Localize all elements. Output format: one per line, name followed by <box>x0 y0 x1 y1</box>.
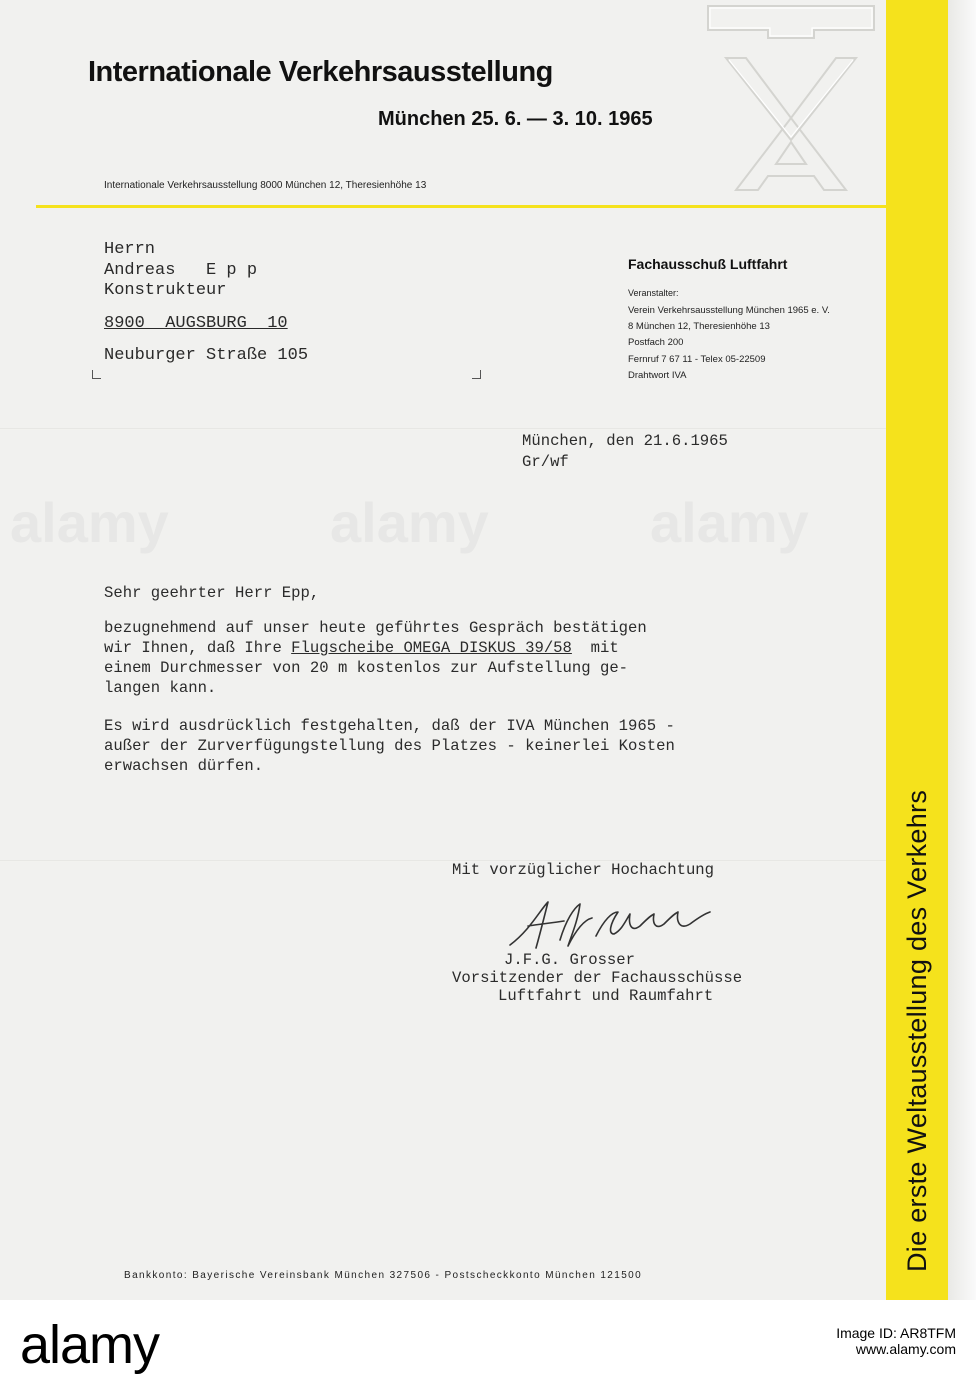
exhibition-dates: München 25. 6. — 3. 10. 1965 <box>378 108 653 130</box>
alamy-logo: alamy <box>20 1315 160 1375</box>
paragraph-line <box>104 639 619 657</box>
watermark: alamy <box>10 491 169 554</box>
handwritten-signature <box>500 890 720 960</box>
stock-website: www.alamy.com <box>855 1341 956 1357</box>
paragraph-line: erwachsen dürfen. <box>104 757 264 775</box>
organizer-line: Drahtwort IVA <box>628 370 687 381</box>
window-corner-mark <box>472 370 481 379</box>
organizer-line: Verein Verkehrsausstellung München 1965 e. V. <box>628 305 830 316</box>
product-name: Flugscheibe OMEGA DISKUS 39/58 <box>291 639 572 657</box>
letter-salutation: Sehr geehrter Herr Epp, <box>104 584 320 602</box>
organizer-label: Veranstalter: <box>628 288 679 298</box>
organization-title: Internationale Verkehrsausstellung <box>88 56 553 88</box>
watermark: alamy <box>650 491 809 554</box>
letter-closing: Mit vorzüglicher Hochachtung <box>452 861 715 879</box>
paper-edge <box>948 0 976 1300</box>
recipient-name: Andreas E p p <box>104 261 258 280</box>
letter-date: München, den 21.6.1965 <box>522 432 728 450</box>
recipient-profession: Konstrukteur <box>104 281 227 300</box>
signer-title: Luftfahrt und Raumfahrt <box>498 987 714 1005</box>
organizer-line: Postfach 200 <box>628 337 684 348</box>
paragraph-line: Es wird ausdrücklich festgehalten, daß der IVA München 1965 - <box>104 717 675 735</box>
bank-details-footer: Bankkonto: Bayerische Vereinsbank München 327506 - Postscheckkonto München 121500 <box>124 1270 643 1281</box>
window-corner-mark <box>92 370 101 379</box>
recipient-city: 8900 AUGSBURG 10 <box>104 314 288 333</box>
letter-reference: Gr/wf <box>522 453 569 471</box>
paragraph-line: außer der Zurverfügungstellung des Platzes - keinerlei Kosten <box>104 737 675 755</box>
vertical-slogan: Die erste Weltausstellung des Verkehrs <box>901 789 932 1272</box>
paragraph-line-prefix: wir Ihnen, daß Ihre <box>104 639 292 657</box>
signer-title: Vorsitzender der Fachausschüsse <box>452 969 743 987</box>
paper-fold <box>0 428 976 430</box>
paragraph-line: bezugnehmend auf unser heute geführtes Gespräch bestätigen <box>104 619 647 637</box>
paragraph-line: langen kann. <box>104 679 217 697</box>
recipient-street: Neuburger Straße 105 <box>104 346 309 365</box>
stock-banner-info <box>610 1316 956 1366</box>
paragraph-line: einem Durchmesser von 20 m kostenlos zur Aufstellung ge- <box>104 659 629 677</box>
organizer-line: 8 München 12, Theresienhöhe 13 <box>628 321 770 332</box>
iva-emboss-logo <box>696 0 886 200</box>
paragraph-line-suffix: mit <box>571 639 619 657</box>
letterhead-rule <box>36 205 886 208</box>
signer-name: J.F.G. Grosser <box>504 951 636 969</box>
image-id-line: Image ID: AR8TFM <box>836 1325 956 1341</box>
department-title: Fachausschuß Luftfahrt <box>628 256 788 272</box>
watermark: alamy <box>330 491 489 554</box>
recipient-salutation: Herrn <box>104 240 156 259</box>
sender-address-line: Internationale Verkehrsausstellung 8000 München 12, Theresienhöhe 13 <box>104 180 427 191</box>
organizer-line: Fernruf 7 67 11 - Telex 05-22509 <box>628 354 766 365</box>
